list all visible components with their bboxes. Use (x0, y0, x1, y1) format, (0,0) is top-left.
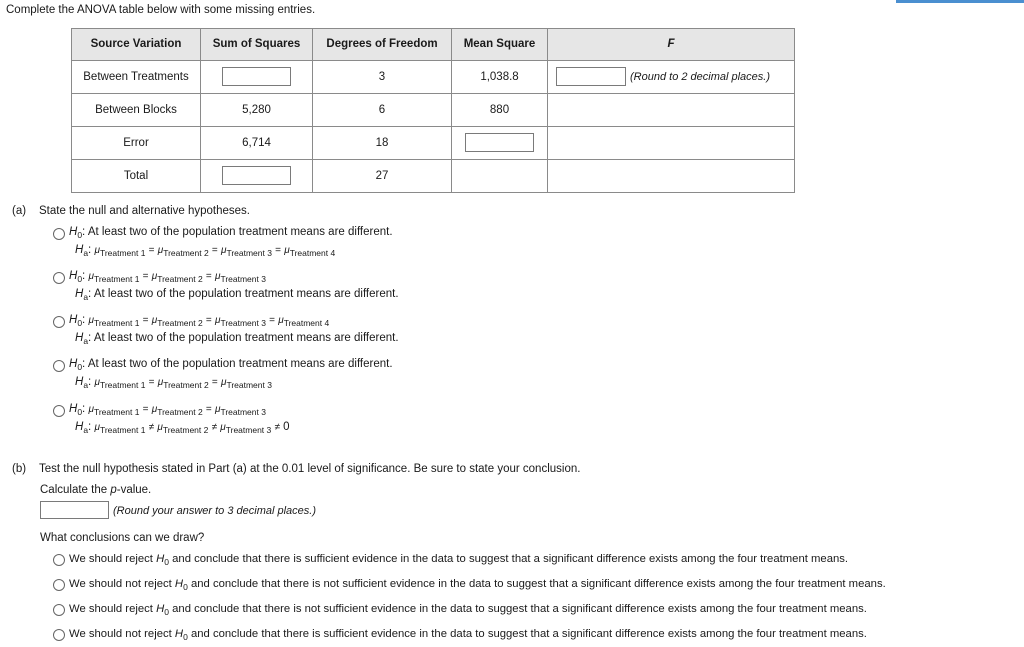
df-cell: 3 (313, 60, 452, 93)
table-row (72, 60, 795, 93)
radio-button[interactable] (53, 629, 65, 641)
table-row (72, 93, 795, 126)
ms-error-input[interactable] (465, 133, 534, 152)
empty-cell (548, 126, 795, 159)
part-b-text: Test the null hypothesis stated in Part (a) at the 0.01 level of significance. Be sure to state your conclusion. (39, 463, 581, 475)
df-cell: 6 (313, 93, 452, 126)
f-hint: (Round to 2 decimal places.) (630, 71, 771, 83)
radio-button[interactable] (53, 360, 65, 372)
source-cell: Total (72, 159, 201, 192)
calc-pvalue-label: Calculate the p-value. (40, 484, 152, 496)
part-b-prompt (12, 463, 580, 475)
empty-cell (548, 93, 795, 126)
table-row (72, 126, 795, 159)
radio-button[interactable] (53, 554, 65, 566)
source-cell: Between Blocks (72, 93, 201, 126)
conclusion-prompt: What conclusions can we draw? (40, 532, 205, 544)
intro-text: Complete the ANOVA table below with some missing entries. (6, 4, 316, 16)
ss-treatments-input[interactable] (222, 67, 291, 86)
df-cell: 18 (313, 126, 452, 159)
part-b-label: (b) (12, 463, 27, 475)
f-input[interactable] (556, 67, 626, 86)
radio-button[interactable] (53, 579, 65, 591)
part-a-text: State the null and alternative hypotheses. (39, 205, 250, 217)
source-cell: Between Treatments (72, 60, 201, 93)
radio-button[interactable] (53, 228, 65, 240)
part-a-prompt (12, 205, 250, 217)
header-ms: Mean Square (452, 29, 548, 61)
header-source: Source Variation (72, 29, 201, 61)
radio-button[interactable] (53, 604, 65, 616)
radio-button[interactable] (53, 272, 65, 284)
source-cell: Error (72, 126, 201, 159)
radio-button[interactable] (53, 405, 65, 417)
header-ss: Sum of Squares (201, 29, 313, 61)
part-a-label: (a) (12, 205, 27, 217)
header-f: F (548, 29, 795, 61)
anova-table (71, 28, 795, 193)
df-cell: 27 (313, 159, 452, 192)
ss-cell: 5,280 (201, 93, 313, 126)
table-row (72, 159, 795, 192)
empty-cell (452, 159, 548, 192)
p-value-hint: (Round your answer to 3 decimal places.) (113, 505, 316, 517)
ss-cell: 6,714 (201, 126, 313, 159)
p-value-input[interactable] (40, 501, 109, 519)
ms-cell: 880 (452, 93, 548, 126)
top-accent-bar (896, 0, 1024, 3)
header-df: Degrees of Freedom (313, 29, 452, 61)
radio-button[interactable] (53, 316, 65, 328)
empty-cell (548, 159, 795, 192)
ms-cell: 1,038.8 (452, 60, 548, 93)
table-header-row (72, 29, 795, 61)
ss-total-input[interactable] (222, 166, 291, 185)
